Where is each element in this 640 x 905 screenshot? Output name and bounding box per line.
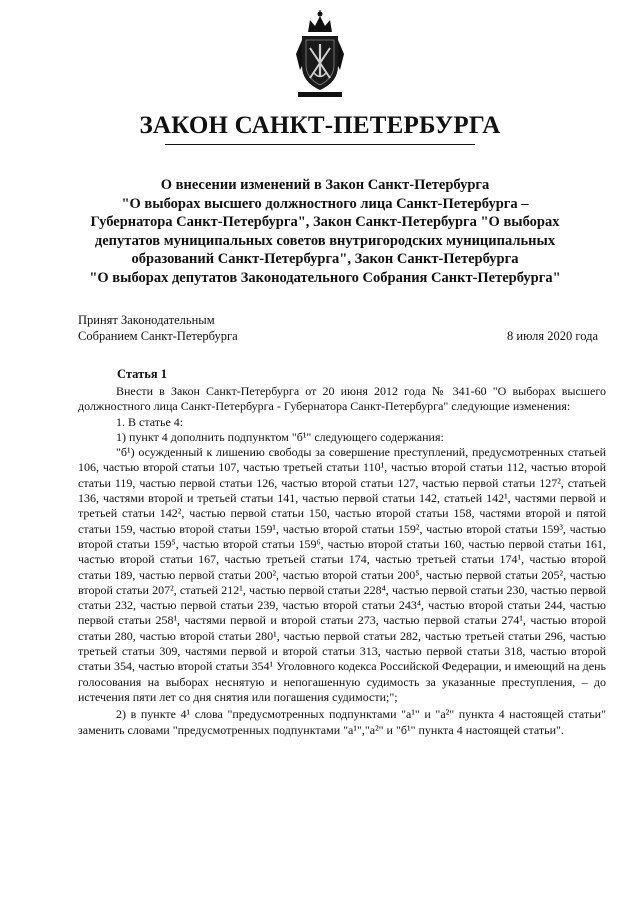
subject-line: образований Санкт-Петербурга", Закон Санкт-Петербурга bbox=[131, 251, 519, 267]
adopted-by bbox=[78, 312, 238, 344]
paragraph: "б¹) осужденный к лишению свободы за совершение преступлений, предусмотренных статьей 106, частью второй статьи 107, частью третьей статьи 110¹, частью второй статьи 112, частью второй статьи 119, частью первой статьи 126, частью второй статьи 127, частью первой статьи 127², статьей 136, частями второй и третьей статьи 141, частью первой статьи 142, статьей 142¹, частями первой и третьей статьи 142², частью первой статьи 150, частью второй статьи 158, частями второй и пятой статьи 159, частью второй статьи 159¹, частью второй статьи 159², частью второй статьи 159³, частью второй статьи 159⁵, частью второй статьи 159⁶, частью второй статьи 160, частью первой статьи 161, частью второй статьи 167, частью третьей статьи 174, частью третьей статьи 174¹, частью второй статьи 189, частью первой статьи 200², частью второй статьи 200⁵, частью первой статьи 205², частью второй статьи 207², статьей 212¹, частью первой статьи 228⁴, частью первой статьи 230, частью первой статьи 232, частью первой статьи 239, частью второй статьи 243⁴, частью второй статьи 244, частью первой статьи 258¹, частями первой и второй статьи 273, частью первой статьи 274¹, частью второй статьи 280, частью второй статьи 280¹, частью первой статьи 282, частью третьей статьи 296, частью третьей статьи 309, частями первой и второй статьи 313, частью первой статьи 318, частью второй статьи 354, частью второй статьи 354¹ Уголовного кодекса Российской Федерации, и имеющий на день голосования на выборах неснятую и непогашенную судимость за указанные преступления, – до истечения пяти лет со дня снятия или погашения судимости;"; bbox=[78, 445, 606, 704]
adoption-date: 8 июля 2020 года bbox=[507, 329, 598, 343]
title-underline bbox=[165, 144, 475, 145]
adopted-line: Принят Законодательным bbox=[78, 313, 215, 327]
paragraph: Внести в Закон Санкт-Петербурга от 20 июня 2012 года № 341-60 "О выборах высшего должностного лица Санкт-Петербурга - Губернатора Санкт-Петербурга" следующие изменения: bbox=[78, 384, 606, 414]
subject-line: Губернатора Санкт-Петербурга", Закон Санкт-Петербурга "О выборах bbox=[90, 214, 560, 230]
subject-line: депутатов муниципальных советов внутригородских муниципальных bbox=[94, 232, 556, 249]
article-title: Статья 1 bbox=[117, 367, 167, 381]
subject-line: О внесении изменений в Закон Санкт-Петербурга bbox=[160, 177, 490, 193]
adopted-line: Собранием Санкт-Петербурга bbox=[78, 329, 238, 343]
paragraph: 1. В статье 4: bbox=[116, 414, 184, 429]
subject-line: "О выборах высшего должностного лица Санкт-Петербурга – bbox=[121, 195, 529, 212]
article-body bbox=[78, 384, 606, 738]
subject-line: "О выборах депутатов Законодательного Собрания Санкт-Петербурга" bbox=[89, 269, 561, 286]
paragraph: 2) в пункте 4¹ слова "предусмотренных подпунктами "а¹" и "а²" пункта 4 настоящей статьи" заменить словами "предусмотренных подпунктами "а¹","а²" и "б¹" пункта 4 настоящей статьи". bbox=[78, 707, 606, 737]
law-title: ЗАКОН САНКТ-ПЕТЕРБУРГА bbox=[139, 112, 501, 139]
law-subject bbox=[40, 176, 610, 287]
paragraph: 1) пункт 4 дополнить подпунктом "б¹" следующего содержания: bbox=[116, 429, 444, 444]
coat-of-arms-icon bbox=[292, 10, 348, 100]
